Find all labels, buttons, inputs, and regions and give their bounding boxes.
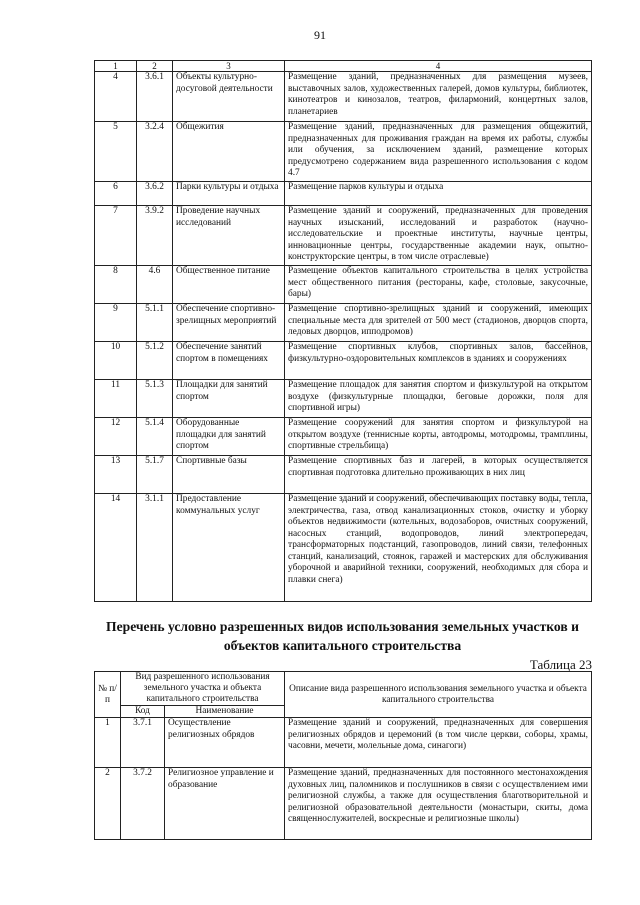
use-description: Размещение зданий и сооружений, предназначенных для проведения научных изысканий, исследований и разработок (научно-исследовательские и проектные институты, научные центры, инновационные центры, государственные академии наук, опытно-конструкторские центры, в том числе отраслевые) <box>285 206 592 266</box>
row-number: 10 <box>95 342 137 380</box>
use-code: 3.6.2 <box>137 182 173 206</box>
table-row <box>95 718 592 768</box>
use-name: Парки культуры и отдыха <box>173 182 285 206</box>
row-number: 2 <box>95 768 121 840</box>
use-description: Размещение площадок для занятия спортом и физкультурой на открытом воздухе (физкультурные площадки, беговые дорожки, поля для спортивной игры) <box>285 380 592 418</box>
use-description: Размещение зданий и сооружений, предназначенных для совершения религиозных обрядов и церемоний (в том числе церкви, соборы, храмы, часовни, мечети, молельные дома, синагоги) <box>285 718 592 768</box>
permitted-uses-table <box>94 60 592 602</box>
table-header-row <box>95 672 592 706</box>
use-name: Общественное питание <box>173 266 285 304</box>
use-code: 5.1.7 <box>137 456 173 494</box>
table-row <box>95 342 592 380</box>
table-row <box>95 456 592 494</box>
use-name: Обеспечение спортивно-зрелищных мероприятий <box>173 304 285 342</box>
table-row <box>95 72 592 122</box>
use-code: 5.1.4 <box>137 418 173 456</box>
use-code: 5.1.3 <box>137 380 173 418</box>
row-number: 4 <box>95 72 137 122</box>
use-description: Размещение зданий и сооружений, обеспечивающих поставку воды, тепла, электричества, газа, отвод канализационных стоков, очистку и уборку объектов недвижимости (котельных, водозаборов, очистных сооружений, насосных станций, водопроводов, линий электропередач, трансформаторных подстанций, газопроводов, линий связи, телефонных станций, канализаций, стоянок, гаражей и мастерских для обслуживания уборочной и аварийной техники, сооружений, необходимых для сбора и плавки снега) <box>285 494 592 602</box>
row-number: 8 <box>95 266 137 304</box>
use-description: Размещение парков культуры и отдыха <box>285 182 592 206</box>
row-number: 7 <box>95 206 137 266</box>
table-row <box>95 182 592 206</box>
column-number-header: 4 <box>285 61 592 72</box>
row-number: 12 <box>95 418 137 456</box>
header-description: Описание вида разрешенного использования земельного участка и объекта капитального строительства <box>285 672 592 718</box>
table-row <box>95 266 592 304</box>
use-name: Общежития <box>173 122 285 182</box>
column-number-header: 1 <box>95 61 137 72</box>
table-row <box>95 380 592 418</box>
column-number-header: 2 <box>137 61 173 72</box>
table-row <box>95 768 592 840</box>
use-name: Площадки для занятий спортом <box>173 380 285 418</box>
table-row <box>95 304 592 342</box>
use-name: Оборудованные площадки для занятий спортом <box>173 418 285 456</box>
use-name: Спортивные базы <box>173 456 285 494</box>
use-description: Размещение спортивно-зрелищных зданий и сооружений, имеющих специальные места для зрителей от 500 мест (стадионов, дворцов спорта, ледовых дворцов, ипподромов) <box>285 304 592 342</box>
use-code: 3.9.2 <box>137 206 173 266</box>
table-caption: Таблица 23 <box>529 657 592 672</box>
header-use-kind: Вид разрешенного использования земельного участка и объекта капитального строительства <box>121 672 285 706</box>
column-number-header: 3 <box>173 61 285 72</box>
table-row <box>95 206 592 266</box>
use-name: Осуществление религиозных обрядов <box>165 718 285 768</box>
use-description: Размещение спортивных клубов, спортивных залов, бассейнов, физкультурно-оздоровительных комплексов в зданиях и сооружениях <box>285 342 592 380</box>
use-code: 5.1.2 <box>137 342 173 380</box>
conditional-uses-table <box>94 671 592 840</box>
row-number: 13 <box>95 456 137 494</box>
row-number: 9 <box>95 304 137 342</box>
row-number: 14 <box>95 494 137 602</box>
row-number: 6 <box>95 182 137 206</box>
use-code: 3.7.1 <box>121 718 165 768</box>
header-number: № п/п <box>95 672 121 718</box>
use-code: 5.1.1 <box>137 304 173 342</box>
use-name: Предоставление коммунальных услуг <box>173 494 285 602</box>
use-name: Проведение научных исследований <box>173 206 285 266</box>
use-code: 3.2.4 <box>137 122 173 182</box>
table-row <box>95 122 592 182</box>
use-description: Размещение сооружений для занятия спортом и физкультурой на открытом воздухе (теннисные корты, автодромы, мотодромы, трамплины, спортивные стрельбища) <box>285 418 592 456</box>
use-name: Обеспечение занятий спортом в помещениях <box>173 342 285 380</box>
use-name: Религиозное управление и образование <box>165 768 285 840</box>
header-code: Код <box>121 706 165 718</box>
use-description: Размещение зданий, предназначенных для размещения общежитий, предназначенных для проживания граждан на время их работы, службы или обучения, за исключением зданий, размещение которых предусмотрено содержанием вида разрешенного использования с кодом 4.7 <box>285 122 592 182</box>
use-description: Размещение зданий, предназначенных для размещения музеев, выставочных залов, художественных галерей, домов культуры, библиотек, кинотеатров и кинозалов, театров, филармоний, концертных залов, планетариев <box>285 72 592 122</box>
section-heading: Перечень условно разрешенных видов использования земельных участков и объектов капитального строительства <box>106 619 579 653</box>
use-description: Размещение объектов капитального строительства в целях устройства мест общественного питания (рестораны, кафе, столовые, закусочные, бары) <box>285 266 592 304</box>
use-code: 3.7.2 <box>121 768 165 840</box>
header-name: Наименование <box>165 706 285 718</box>
use-code: 4.6 <box>137 266 173 304</box>
use-code: 3.6.1 <box>137 72 173 122</box>
use-name: Объекты культурно-досуговой деятельности <box>173 72 285 122</box>
page-number: 91 <box>314 28 326 42</box>
use-code: 3.1.1 <box>137 494 173 602</box>
table-header-row <box>95 61 592 72</box>
use-description: Размещение зданий, предназначенных для постоянного местонахождения духовных лиц, паломников и послушников в связи с осуществлением ими религиозной службы, а также для осуществления благотворительной и религиозной образовательной деятельности (монастыри, скиты, дома священнослужителей, воскресные и религиозные школы) <box>285 768 592 840</box>
use-description: Размещение спортивных баз и лагерей, в которых осуществляется спортивная подготовка длительно проживающих в них лиц <box>285 456 592 494</box>
table-row <box>95 418 592 456</box>
row-number: 5 <box>95 122 137 182</box>
row-number: 1 <box>95 718 121 768</box>
row-number: 11 <box>95 380 137 418</box>
table-row <box>95 494 592 602</box>
